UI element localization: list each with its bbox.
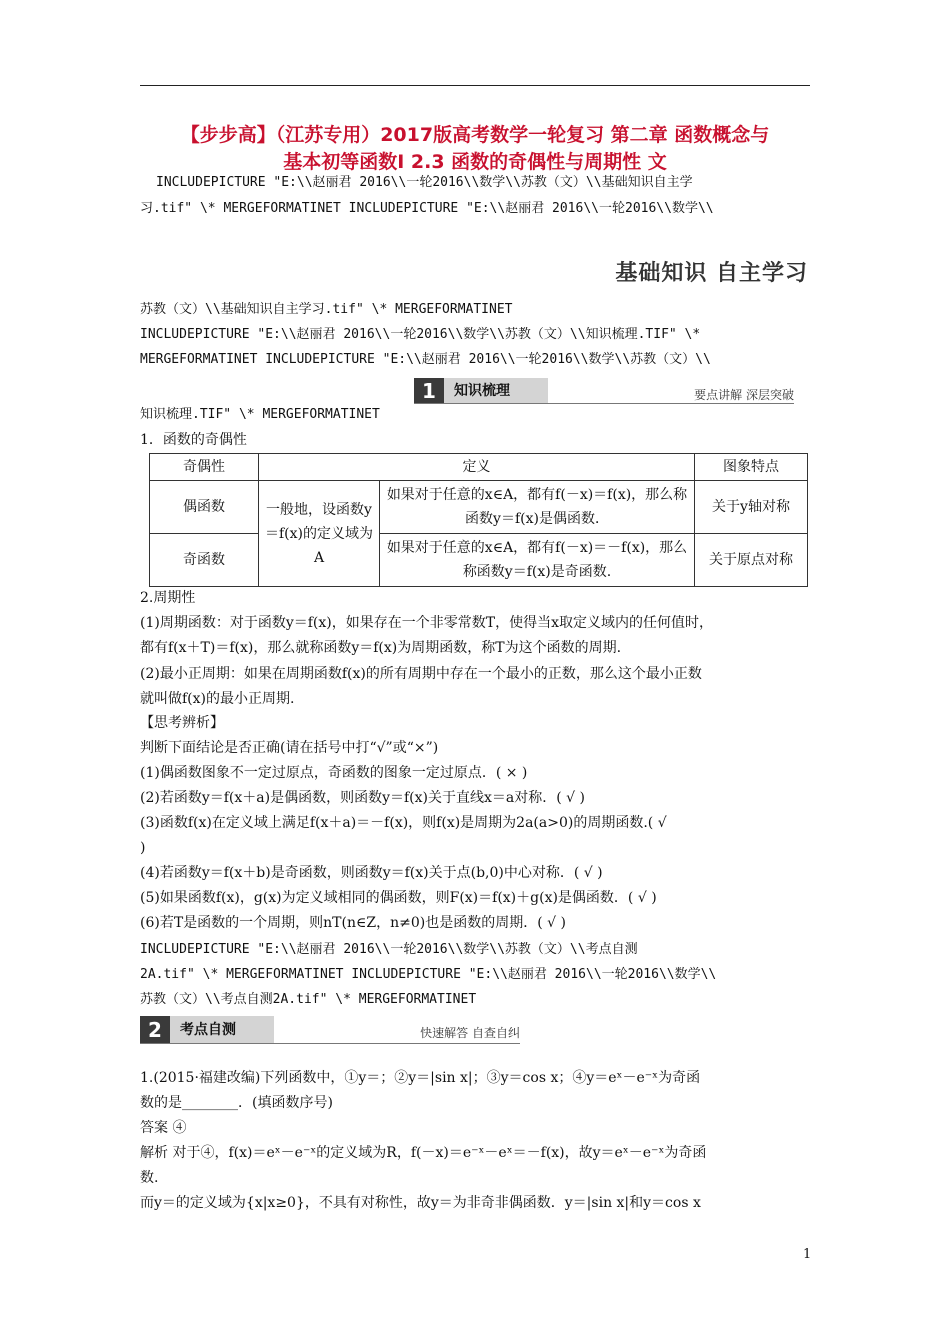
think-item: (2)若函数y＝f(x＋a)是偶函数，则函数y＝f(x)关于直线x＝a对称．( √ ) — [140, 790, 585, 806]
parity-table — [149, 453, 808, 587]
include-line-5: MERGEFORMATINET INCLUDEPICTURE "E:\\赵丽君 2016\\一轮2016\\数学\\苏教（文）\\ — [140, 352, 711, 367]
common-definition: 一般地，设函数y＝f(x)的定义域为A — [259, 481, 380, 587]
think-item: (1)偶函数图象不一定过原点，奇函数的图象一定过原点．( × ) — [140, 765, 528, 781]
include-line-3: 苏教（文）\\基础知识自主学习.tif" \* MERGEFORMATINET — [140, 302, 513, 317]
periodic-p1b: 都有f(x＋T)＝f(x)，那么就称函数y＝f(x)为周期函数，称T为这个函数的周期. — [140, 640, 622, 656]
banner-subtitle: 快速解答 自查自纠 — [420, 1026, 520, 1040]
include-line-7: INCLUDEPICTURE "E:\\赵丽君 2016\\一轮2016\\数学\\苏教（文）\\考点自测 — [140, 942, 638, 957]
header-definition: 定义 — [259, 454, 695, 481]
section-heading: 基础知识 自主学习 — [615, 261, 808, 286]
question-1-line-1: 1.(2015·福建改编)下列函数中，①y＝；②y＝|sin x|；③y＝cos x；④y＝eˣ－e⁻ˣ为奇函 — [140, 1070, 701, 1086]
table-header-row — [150, 454, 808, 481]
banner-subtitle: 要点讲解 深层突破 — [694, 388, 794, 402]
think-intro: 判断下面结论是否正确(请在括号中打“√”或“×”) — [140, 740, 439, 756]
include-line-2: 习.tif" \* MERGEFORMATINET INCLUDEPICTURE "E:\\赵丽君 2016\\一轮2016\\数学\\ — [140, 201, 714, 216]
title-line-2: 基本初等函数Ⅰ 2.3 函数的奇偶性与周期性 文 — [283, 151, 667, 173]
banner-rule — [414, 403, 794, 404]
include-line-8: 2A.tif" \* MERGEFORMATINET INCLUDEPICTURE "E:\\赵丽君 2016\\一轮2016\\数学\\ — [140, 967, 717, 982]
even-definition: 如果对于任意的x∈A，都有f(－x)＝f(x)，那么称函数y＝f(x)是偶函数． — [380, 481, 695, 534]
banner-rule — [140, 1043, 520, 1044]
parity-heading: 1．函数的奇偶性 — [140, 432, 247, 448]
think-item: (4)若函数y＝f(x＋b)是奇函数，则函数y＝f(x)关于点(b,0)中心对称．( √ ) — [140, 865, 603, 881]
knowledge-banner — [414, 378, 794, 404]
even-feature: 关于y轴对称 — [695, 481, 808, 534]
self-test-banner — [140, 1016, 520, 1044]
periodic-p2a: (2)最小正周期：如果在周期函数f(x)的所有周期中存在一个最小的正数，那么这个最小正数 — [140, 666, 702, 682]
periodic-p2b: 就叫做f(x)的最小正周期. — [140, 691, 295, 707]
analysis-line-3: 而y＝的定义域为{x|x≥0}，不具有对称性，故y＝为非奇非偶函数．y＝|sin x|和y＝cos x — [140, 1195, 701, 1211]
document-title — [130, 122, 820, 176]
page-number: 1 — [803, 1247, 812, 1262]
table-row-even — [150, 481, 808, 534]
table-row-odd — [150, 534, 808, 587]
think-item: (3)函数f(x)在定义域上满足f(x＋a)＝－f(x)，则f(x)是周期为2a(a>0)的周期函数.( √ — [140, 815, 667, 831]
header-feature: 图象特点 — [695, 454, 808, 481]
include-line-4: INCLUDEPICTURE "E:\\赵丽君 2016\\一轮2016\\数学\\苏教（文）\\知识梳理.TIF" \* — [140, 327, 701, 342]
banner-number: 1 — [414, 378, 444, 404]
even-name: 偶函数 — [150, 481, 259, 534]
question-1-line-2: 数的是________．(填函数序号) — [140, 1095, 333, 1111]
include-line-6: 知识梳理.TIF" \* MERGEFORMATINET — [140, 407, 380, 422]
odd-name: 奇函数 — [150, 534, 259, 587]
think-heading: 【思考辨析】 — [140, 715, 224, 731]
banner-label: 知识梳理 — [444, 378, 548, 404]
think-item: ) — [140, 840, 146, 856]
answer-line: 答案 ④ — [140, 1120, 187, 1136]
include-line-1: INCLUDEPICTURE "E:\\赵丽君 2016\\一轮2016\\数学\\苏教（文）\\基础知识自主学 — [156, 175, 693, 190]
think-item: (5)如果函数f(x)，g(x)为定义域相同的偶函数，则F(x)＝f(x)＋g(x)是偶函数．( √ ) — [140, 890, 657, 906]
header-parity: 奇偶性 — [150, 454, 259, 481]
periodic-p1a: (1)周期函数：对于函数y＝f(x)，如果存在一个非零常数T，使得当x取定义域内的任何值时， — [140, 615, 713, 631]
analysis-line-2: 数. — [140, 1170, 159, 1186]
odd-feature: 关于原点对称 — [695, 534, 808, 587]
banner-number: 2 — [140, 1016, 170, 1044]
analysis-line-1: 解析 对于④，f(x)＝eˣ－e⁻ˣ的定义域为R，f(－x)＝e⁻ˣ－eˣ＝－f(x)，故y＝eˣ－e⁻ˣ为奇函 — [140, 1145, 707, 1161]
periodic-heading: 2.周期性 — [140, 590, 196, 606]
think-item: (6)若T是函数的一个周期，则nT(n∈Z，n≠0)也是函数的周期．( √ ) — [140, 915, 566, 931]
banner-label: 考点自测 — [170, 1016, 274, 1044]
include-line-9: 苏教（文）\\考点自测2A.tif" \* MERGEFORMATINET — [140, 992, 477, 1007]
header-rule — [140, 85, 810, 86]
title-line-1: 【步步高】（江苏专用）2017版高考数学一轮复习 第二章 函数概念与 — [180, 124, 770, 146]
odd-definition: 如果对于任意的x∈A，都有f(－x)＝－f(x)，那么称函数y＝f(x)是奇函数. — [380, 534, 695, 587]
